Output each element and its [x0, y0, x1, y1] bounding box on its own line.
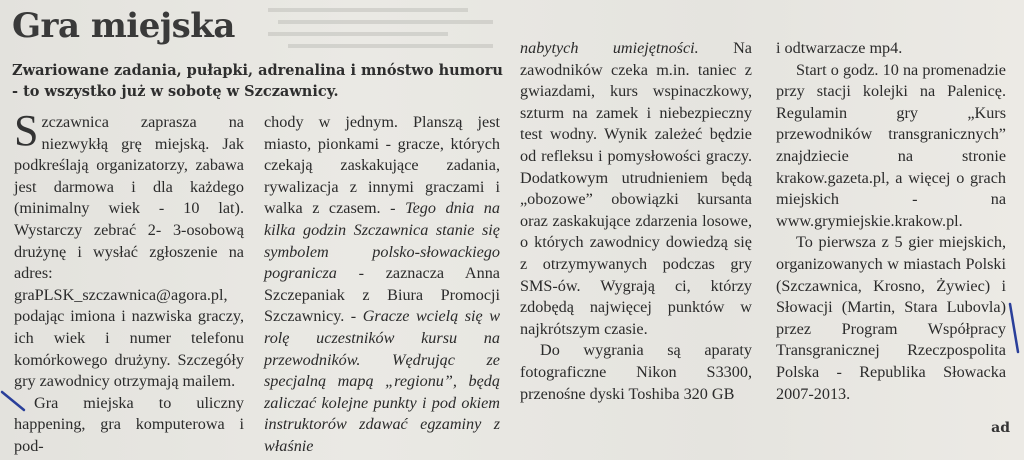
col2-text-2: - zaznacza Anna Szczepaniak z Biura Promocji Szczawnicy. -	[264, 264, 500, 326]
col2-paragraph	[264, 112, 500, 458]
pen-mark-left	[0, 388, 30, 418]
pen-mark-right	[1004, 300, 1024, 360]
col1-text-1: zczawnica zaprasza na niezwykłą grę miejską. Jak podkreślają organizatorzy, zabawa jest darmowa i dla każdego (minimalny wiek - 10 lat). Wystarczy zebrać 2- 3-osobową drużynę i wysłać zgłoszenie na adres: graPLSK_szczawnica@agora.pl, podając imiona i nazwiska graczy, ich wiek i numer telefonu komórkowego drużyny. Szczegóły gry zawodnicy otrzymają mailem.	[14, 113, 244, 391]
col3-text-1: Na zawodników czeka m.in. taniec z gwiazdami, kurs wspinaczkowy, szturm na zamek i niebezpieczny test wodny. Wynik zależeć będzie od refleksu i pomysłowości graczy. Dodatkowym utrudnieniem będą „obozowe” obowiązki kursanta oraz zaskakujące zdarzenia losowe, o których zawodnicy dowiedzą się z otrzymywanych podczas gry SMS-ów. Wygrają ci, którzy zdobędą najwięcej punktów w najkrótszym czasie.	[520, 39, 752, 338]
headline: Gra miejska	[12, 6, 235, 46]
col1-paragraph-2: Gra miejska to uliczny happening, gra komputerowa i pod-	[14, 393, 244, 455]
column-3	[520, 38, 752, 405]
col4-paragraph-3: To pierwsza z 5 gier miejskich, organizowanych w miastach Polski (Szczawnica, Krosno, Żywiec) i Słowacji (Martin, Stara Lubovla) przez Program Współpracy Transgranicznej Rzeczpospolita Polska - Republika Słowacka 2007-2013.	[776, 233, 1006, 403]
col4-paragraph-1: i odtwarzacze mp4.	[776, 39, 903, 57]
author-signature: ad	[991, 420, 1010, 436]
bleed-through-texture	[268, 4, 498, 56]
lead-paragraph: Zwariowane zadania, pułapki, adrenalina i mnóstwo humoru - to wszystko już w sobotę w Szczawnicy.	[12, 62, 503, 100]
bleed-through-lines	[268, 4, 498, 56]
column-1	[14, 106, 244, 458]
col3-quote-1: nabytych umiejętności.	[520, 39, 699, 57]
drop-cap: S	[14, 106, 39, 155]
col2-quote-1: Tego dnia na kilka godzin Szczawnica stanie się symbolem polsko-słowackiego pogranicza	[264, 199, 500, 283]
col2-quote-2: Gracze wcielą się w rolę uczestników kursu na przewodników. Wędrując ze specjalną mapą „regionu”, będą zaliczać kolejne punkty i pod okiem instruktorów zdawać egzaminy z właśnie	[264, 307, 500, 455]
col4-paragraph-2: Start o godz. 10 na promenadzie przy stacji kolejki na Palenicę. Regulamin gry „Kurs przewodników transgranicznych” znajdziecie na stronie krakow.gazeta.pl, a więcej o grach miejskich - na www.grymiejskie.krakow.pl.	[776, 60, 1006, 230]
column-2	[264, 112, 500, 458]
column-4	[776, 38, 1006, 405]
col1-paragraph-1	[14, 106, 244, 393]
col3-paragraph-2: Do wygrania są aparaty fotograficzne Nikon S3300, przenośne dyski Toshiba 320 GB	[520, 341, 752, 403]
col3-paragraph-1	[520, 38, 752, 340]
col2-text-1: chody w jednym. Planszą jest miasto, pionkami - gracze, których czekają zaskakujące zadania, rywalizacja z innymi graczami i walka z czasem. -	[264, 113, 500, 218]
